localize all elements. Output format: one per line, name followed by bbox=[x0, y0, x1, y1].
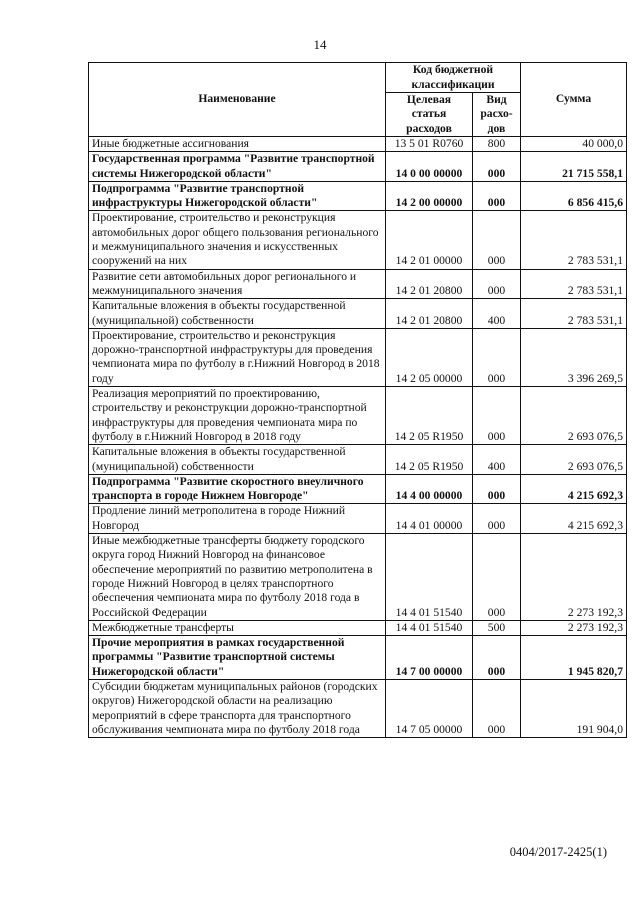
header-expense-type: Вид расхо-дов bbox=[473, 93, 521, 137]
row-expense-type: 000 bbox=[473, 474, 521, 504]
row-sum: 2 783 531,1 bbox=[521, 299, 627, 329]
row-name: Подпрограмма "Развитие транспортной инфраструктуры Нижегородской области" bbox=[89, 181, 386, 211]
row-sum: 2 273 192,3 bbox=[521, 534, 627, 621]
row-sum: 6 856 415,6 bbox=[521, 181, 627, 211]
row-target-article: 14 0 00 00000 bbox=[386, 152, 473, 182]
row-target-article: 14 2 05 R1950 bbox=[386, 387, 473, 445]
table-row bbox=[89, 211, 627, 269]
table-row bbox=[89, 534, 627, 621]
table-row bbox=[89, 387, 627, 445]
row-sum: 2 783 531,1 bbox=[521, 211, 627, 269]
row-expense-type: 000 bbox=[473, 328, 521, 386]
row-expense-type: 000 bbox=[473, 387, 521, 445]
table-row bbox=[89, 679, 627, 737]
row-target-article: 14 4 01 51540 bbox=[386, 534, 473, 621]
table-row bbox=[89, 328, 627, 386]
table-row bbox=[89, 445, 627, 475]
row-name: Субсидии бюджетам муниципальных районов (городских округов) Нижегородской области на реализацию мероприятий в сфере транспорта для транспортного обслуживания чемпионата мира по футболу 2018 года bbox=[89, 679, 386, 737]
table-row bbox=[89, 181, 627, 211]
row-expense-type: 000 bbox=[473, 211, 521, 269]
header-sum: Сумма bbox=[521, 63, 627, 137]
row-expense-type: 400 bbox=[473, 445, 521, 475]
header-name: Наименование bbox=[89, 63, 386, 137]
row-expense-type: 000 bbox=[473, 504, 521, 534]
row-name: Капитальные вложения в объекты государственной (муниципальной) собственности bbox=[89, 445, 386, 475]
row-expense-type: 400 bbox=[473, 299, 521, 329]
row-target-article: 14 2 01 20800 bbox=[386, 269, 473, 299]
row-expense-type: 000 bbox=[473, 181, 521, 211]
row-name: Проектирование, строительство и реконструкция дорожно-транспортной инфраструктуры для проведения чемпионата мира по футболу в г.Нижний Новгород в 2018 году bbox=[89, 328, 386, 386]
table-row bbox=[89, 269, 627, 299]
row-name: Развитие сети автомобильных дорог регионального и межмуниципального значения bbox=[89, 269, 386, 299]
table-row bbox=[89, 474, 627, 504]
row-name: Продление линий метрополитена в городе Нижний Новгород bbox=[89, 504, 386, 534]
row-expense-type: 000 bbox=[473, 636, 521, 680]
row-target-article: 14 2 00 00000 bbox=[386, 181, 473, 211]
row-target-article: 14 2 01 20800 bbox=[386, 299, 473, 329]
row-target-article: 14 2 01 00000 bbox=[386, 211, 473, 269]
row-name: Иные межбюджетные трансферты бюджету городского округа город Нижний Новгород на финансовое обеспечение мероприятий по развитию метрополитена в городе Нижний Новгород в целях транспортного обеспечения чемпионата мира по футболу 2018 года в Российской Федерации bbox=[89, 534, 386, 621]
row-expense-type: 000 bbox=[473, 269, 521, 299]
table-row bbox=[89, 137, 627, 152]
row-target-article: 14 4 00 00000 bbox=[386, 474, 473, 504]
row-name: Реализация мероприятий по проектированию, строительству и реконструкции дорожно-транспортной инфраструктуры для проведения чемпионата мира по футболу в г.Нижний Новгород в 2018 году bbox=[89, 387, 386, 445]
row-target-article: 14 4 01 51540 bbox=[386, 620, 473, 635]
document-number: 0404/2017-2425(1) bbox=[509, 845, 607, 859]
row-name: Прочие мероприятия в рамках государственной программы "Развитие транспортной системы Нижегородской области" bbox=[89, 636, 386, 680]
row-name: Подпрограмма "Развитие скоростного внеуличного транспорта в городе Нижнем Новгороде" bbox=[89, 474, 386, 504]
table-row bbox=[89, 299, 627, 329]
row-target-article: 14 2 05 00000 bbox=[386, 328, 473, 386]
row-name: Межбюджетные трансферты bbox=[89, 620, 386, 635]
row-sum: 40 000,0 bbox=[521, 137, 627, 152]
row-name: Капитальные вложения в объекты государственной (муниципальной) собственности bbox=[89, 299, 386, 329]
row-sum: 2 693 076,5 bbox=[521, 445, 627, 475]
table-row bbox=[89, 636, 627, 680]
row-expense-type: 000 bbox=[473, 679, 521, 737]
table-row bbox=[89, 504, 627, 534]
row-sum: 2 273 192,3 bbox=[521, 620, 627, 635]
row-expense-type: 800 bbox=[473, 137, 521, 152]
table-row bbox=[89, 152, 627, 182]
header-target-article: Целевая статья расходов bbox=[386, 93, 473, 137]
row-sum: 4 215 692,3 bbox=[521, 474, 627, 504]
row-sum: 191 904,0 bbox=[521, 679, 627, 737]
row-sum: 21 715 558,1 bbox=[521, 152, 627, 182]
row-sum: 2 783 531,1 bbox=[521, 269, 627, 299]
row-target-article: 14 7 00 00000 bbox=[386, 636, 473, 680]
row-expense-type: 000 bbox=[473, 534, 521, 621]
header-code-group: Код бюджетной классификации bbox=[386, 63, 521, 93]
page-number: 14 bbox=[313, 37, 327, 52]
row-target-article: 13 5 01 R0760 bbox=[386, 137, 473, 152]
row-target-article: 14 2 05 R1950 bbox=[386, 445, 473, 475]
row-name: Иные бюджетные ассигнования bbox=[89, 137, 386, 152]
row-sum: 4 215 692,3 bbox=[521, 504, 627, 534]
row-expense-type: 500 bbox=[473, 620, 521, 635]
row-sum: 2 693 076,5 bbox=[521, 387, 627, 445]
row-expense-type: 000 bbox=[473, 152, 521, 182]
row-sum: 1 945 820,7 bbox=[521, 636, 627, 680]
row-name: Государственная программа "Развитие транспортной системы Нижегородской области" bbox=[89, 152, 386, 182]
table-body bbox=[89, 137, 627, 738]
budget-table bbox=[88, 62, 627, 738]
row-target-article: 14 4 01 00000 bbox=[386, 504, 473, 534]
row-sum: 3 396 269,5 bbox=[521, 328, 627, 386]
row-name: Проектирование, строительство и реконструкция автомобильных дорог общего пользования регионального и межмуниципального значения и искусственных сооружений на них bbox=[89, 211, 386, 269]
row-target-article: 14 7 05 00000 bbox=[386, 679, 473, 737]
table-row bbox=[89, 620, 627, 635]
